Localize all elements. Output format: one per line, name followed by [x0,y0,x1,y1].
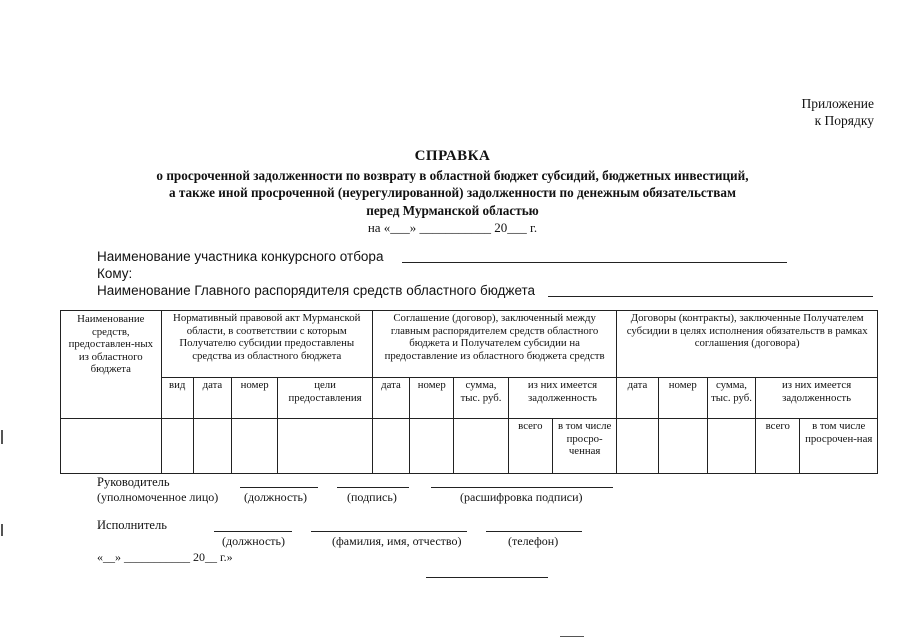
executor-label: Исполнитель [97,518,167,532]
head-label: Руководитель [97,475,170,489]
executor-phone-line[interactable] [486,531,582,532]
con-col-date: дата [617,378,658,419]
data-cell[interactable] [193,419,231,474]
executor-fio-line[interactable] [311,531,467,532]
scan-mark [1,524,3,536]
participant-input-line[interactable] [402,262,787,263]
data-cell[interactable] [617,419,658,474]
data-cell[interactable] [454,419,508,474]
data-cell[interactable] [161,419,193,474]
data-cell[interactable] [372,419,409,474]
data-cell[interactable] [232,419,278,474]
act-group-header: Нормативный правовой акт Мурманской области, в соответствии с которым Получателю субсидии предоставлены средства из областного бюджета [161,311,372,378]
head-authorized-label: (уполномоченное лицо) [97,490,219,504]
report-date-line: на «___» ___________ 20___ г. [367,220,538,235]
head-signature-caption: (подпись) [347,490,397,504]
executor-phone-caption: (телефон) [508,534,559,548]
document-title: СПРАВКА [414,148,491,164]
agr-sub-total: всего [508,419,552,474]
main-manager-label: Наименование Главного распорядителя средств областного бюджета [97,283,536,298]
act-col-type: вид [161,378,193,419]
annex-line-2: к Порядку [814,113,874,128]
con-col-debt: из них имеется задолженность [756,378,878,419]
data-cell[interactable] [278,419,373,474]
act-col-number: номер [232,378,278,419]
con-col-number: номер [658,378,707,419]
annex-label [802,95,874,129]
annex-line-1: Приложение [801,96,874,111]
data-cell[interactable] [410,419,454,474]
agr-col-debt: из них имеется задолженность [508,378,617,419]
con-sub-overdue: в том числе просрочен-ная [800,419,878,474]
data-cell[interactable] [61,419,162,474]
contracts-group-header: Договоры (контракты), заключенные Получателем субсидии в целях исполнения обязательств в рамках соглашения (договора) [617,311,878,378]
agr-col-number: номер [410,378,454,419]
head-decoding-caption: (расшифровка подписи) [460,490,583,504]
data-cell[interactable] [707,419,755,474]
signature-date-line: «__» ___________ 20__ г.» [97,550,233,564]
subtitle-line-1: о просроченной задолженности по возврату в областной бюджет субсидий, бюджетных инвестиций, [156,168,749,183]
con-col-sum: сумма, тыс. руб. [707,378,755,419]
head-signature-line[interactable] [337,487,409,488]
executor-fio-caption: (фамилия, имя, отчество) [332,534,462,548]
subtitle-line-3: перед Мурманской областью [366,203,539,218]
col-name-header: Наименование средств, предоставлен-ных из областного бюджета [61,311,162,419]
act-col-purpose: цели предоставления [278,378,373,419]
head-position-line[interactable] [240,487,318,488]
separator-line [426,577,548,578]
subtitle-line-2: а также иной просроченной (неурегулированной) задолженности по денежным обязательствам [169,185,736,200]
agr-col-date: дата [372,378,409,419]
act-col-date: дата [193,378,231,419]
con-sub-total: всего [756,419,800,474]
head-decoding-line[interactable] [431,487,613,488]
scan-mark [560,636,584,637]
main-manager-input-line[interactable] [548,296,873,297]
data-cell[interactable] [658,419,707,474]
head-position-caption: (должность) [244,490,307,504]
debt-table [60,310,878,474]
executor-position-caption: (должность) [222,534,285,548]
participant-label: Наименование участника конкурсного отбора [97,249,384,264]
agr-col-sum: сумма, тыс. руб. [454,378,508,419]
scan-mark [1,430,3,444]
recipient-label: Кому: [97,266,133,281]
executor-position-line[interactable] [214,531,292,532]
agr-sub-overdue: в том числе просро-ченная [552,419,616,474]
agreement-group-header: Соглашение (договор), заключенный между главным распорядителем средств областного бюджета и Получателем субсидии на предоставление из областного бюджета средств [372,311,616,378]
